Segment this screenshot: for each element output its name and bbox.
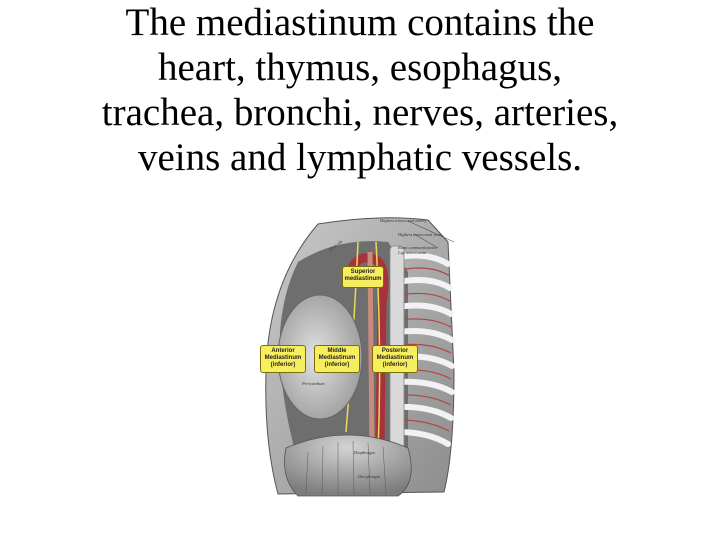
annotation-diaphragm: Diaphragm (354, 450, 375, 455)
annotation-pericardium: Pericardium (302, 381, 325, 386)
annotation-lig: Lig. arteriosum (398, 250, 427, 255)
label-superior-mediastinum (342, 266, 384, 288)
label-line: mediastinum (344, 276, 382, 282)
title-line: heart, thymus, esophagus, (157, 46, 562, 89)
label-line: Mediastinum (318, 355, 356, 361)
label-line: (inferior) (324, 362, 350, 368)
label-line: Middle (327, 348, 347, 354)
label-line: Mediastinum (376, 355, 414, 361)
annotation-rami: Rami communicantes (398, 245, 437, 250)
label-line: (inferior) (382, 362, 408, 368)
title-line: trachea, bronchi, nerves, arteries, (101, 91, 619, 134)
mediastinum-illustration (258, 212, 460, 498)
label-posterior-mediastinum (372, 345, 418, 373)
label-middle-mediastinum (314, 345, 360, 373)
slide-title (40, 0, 680, 180)
title-line: The mediastinum contains the (125, 1, 595, 44)
title-line: veins and lymphatic vessels. (137, 136, 583, 179)
label-line: Posterior (381, 348, 409, 354)
label-line: Superior (350, 269, 376, 275)
annotation-highest-vein: Highest intercostal vein (398, 232, 441, 237)
annotation-highest-artery: Highest intercostal artery (380, 218, 427, 223)
label-line: (inferior) (270, 362, 296, 368)
label-anterior-mediastinum (260, 345, 306, 373)
diaphragm (285, 435, 412, 496)
annotation-first-rib: First rib (327, 239, 344, 252)
annotation-diaphragm-lower: Dia phragm (358, 474, 380, 479)
label-line: Mediastinum (264, 355, 302, 361)
label-line: Anterior (271, 348, 295, 354)
